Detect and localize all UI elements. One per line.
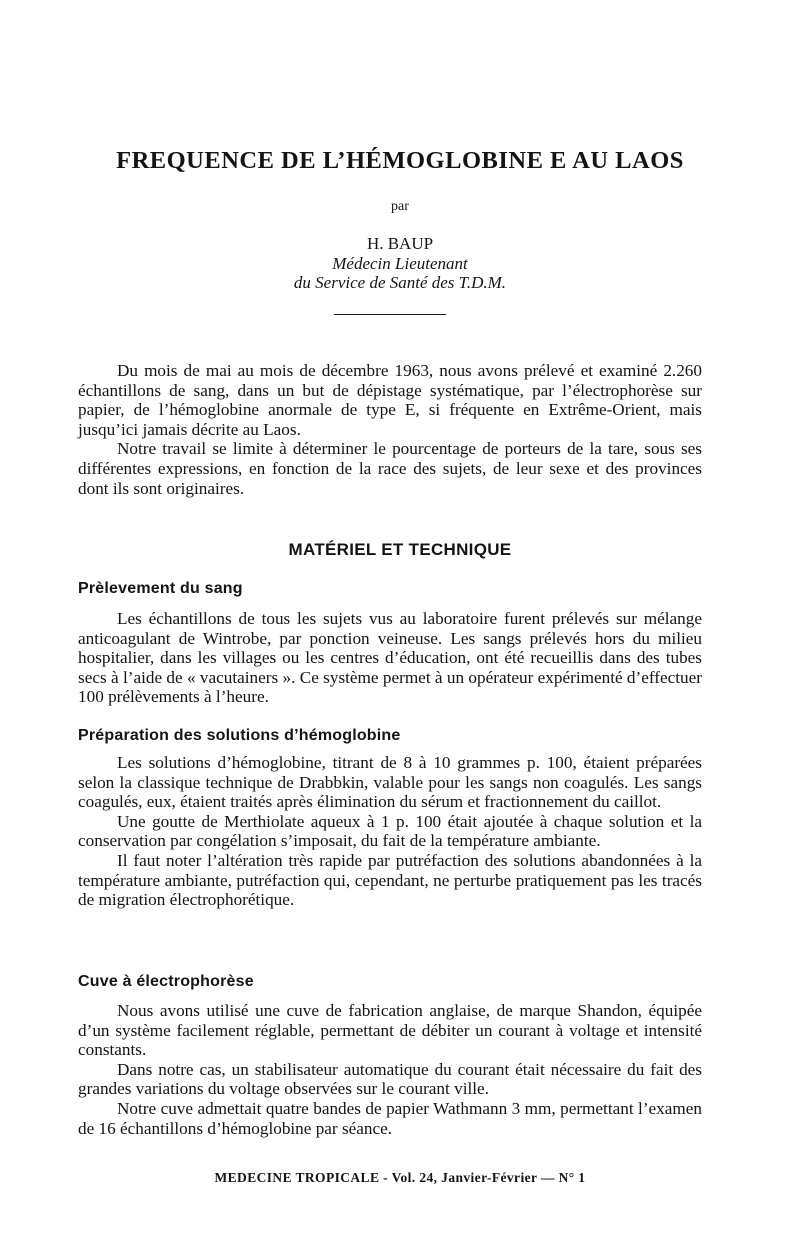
author-service: du Service de Santé des T.D.M. bbox=[293, 273, 507, 292]
subheading-preparation: Préparation des solutions d’hémoglobine bbox=[78, 727, 401, 744]
cuve-block bbox=[78, 1001, 702, 1138]
body-paragraph: Une goutte de Merthiolate aqueux à 1 p. 100 était ajoutée à chaque solution et la conservation par congélation s’imposait, du fait de la température ambiante. bbox=[78, 811, 702, 851]
intro-paragraph: Du mois de mai au mois de décembre 1963, nous avons prélevé et examiné 2.260 échantillons de sang, dans un but de dépistage systématique, par l’électrophorèse sur papier, de l’hémoglobine anormale de type E, si fréquente en Extrême-Orient, mais jusqu’ici jamais décrite au Laos. bbox=[78, 361, 702, 439]
prelevement-block bbox=[78, 609, 702, 707]
preparation-block bbox=[78, 753, 702, 910]
body-paragraph: Les solutions d’hémoglobine, titrant de 8 à 10 grammes p. 100, étaient préparées selon la classique technique de Drabbkin, valable pour les sangs non coagulés. Les sangs coagulés, eux, étaient traités après élimination du sérum et fractionnement du caillot. bbox=[78, 753, 702, 812]
body-paragraph: Dans notre cas, un stabilisateur automatique du courant était nécessaire du fait des grandes variations du voltage observées sur le courant ville. bbox=[78, 1059, 702, 1099]
body-paragraph: Les échantillons de tous les sujets vus au laboratoire furent prélevés sur mélange anticoagulant de Wintrobe, par ponction veineuse. Les sangs prélevés hors du milieu hospitalier, dans les villages ou les centres d’éducation, ont été recueillis dans des tubes secs à l’aide de « vacutainers ». Ce système permet à un opérateur expérimenté d’effectuer 100 prélèvements à l’heure. bbox=[78, 609, 702, 707]
intro-block bbox=[78, 361, 702, 498]
body-paragraph: Nous avons utilisé une cuve de fabrication anglaise, de marque Shandon, équipée d’un système facilement réglable, permettant de débiter un courant à voltage et intensité constants. bbox=[78, 1001, 702, 1060]
subheading-prelevement: Prèlevement du sang bbox=[78, 580, 243, 597]
intro-paragraph: Notre travail se limite à déterminer le pourcentage de porteurs de la tare, sous ses différentes expressions, en fonction de la race des sujets, de leur sexe et des provinces dont ils sont originaires. bbox=[78, 439, 702, 498]
author-name: H. BAUP bbox=[366, 234, 434, 253]
journal-footer: MEDECINE TROPICALE - Vol. 24, Janvier-Février — N° 1 bbox=[214, 1170, 586, 1185]
byline-par: par bbox=[391, 199, 409, 214]
article-title: FREQUENCE DE L’HÉMOGLOBINE E AU LAOS bbox=[116, 147, 684, 174]
section-heading: MATÉRIEL ET TECHNIQUE bbox=[288, 540, 512, 559]
subheading-cuve: Cuve à électrophorèse bbox=[78, 973, 254, 990]
author-rank: Médecin Lieutenant bbox=[332, 254, 468, 273]
title-divider bbox=[334, 314, 446, 315]
body-paragraph: Il faut noter l’altération très rapide par putréfaction des solutions abandonnées à la température ambiante, putréfaction qui, cependant, ne perturbe pratiquement pas les tracés de migration électrophorétique. bbox=[78, 850, 702, 910]
body-paragraph: Notre cuve admettait quatre bandes de papier Wathmann 3 mm, permettant l’examen de 16 échantillons d’hémoglobine par séance. bbox=[78, 1098, 702, 1138]
